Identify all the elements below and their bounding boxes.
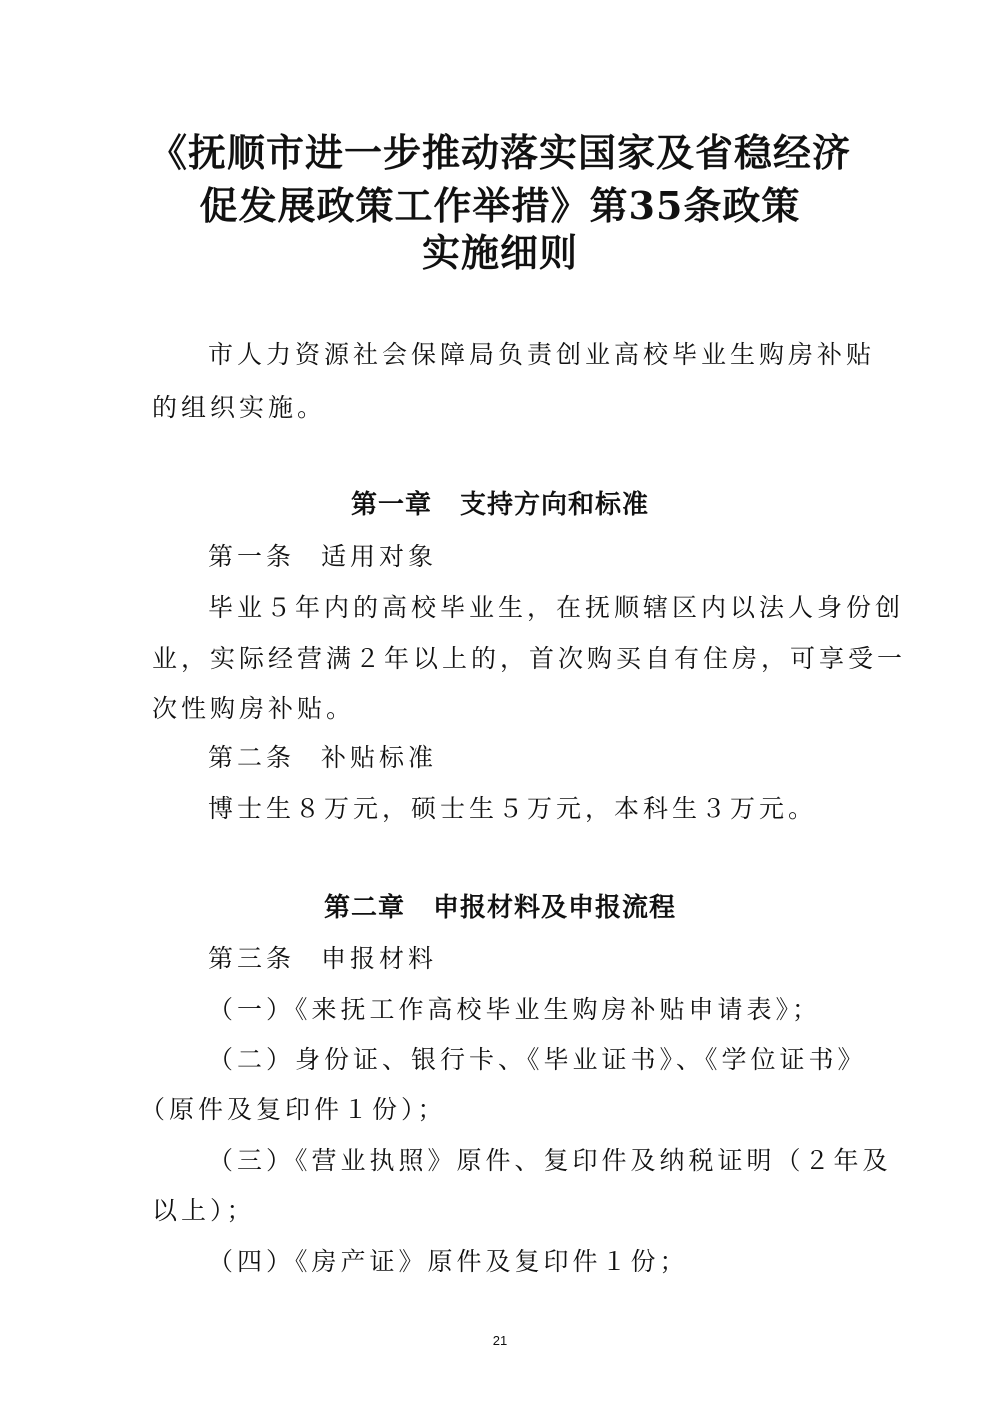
article-2-heading: [208, 741, 437, 775]
article-1-line-1: 毕业５年内的高校毕业生，在抚顺辖区内以法人身份创: [208, 593, 905, 622]
page-number: 21: [492, 1333, 508, 1348]
article-1-number: 第一条: [208, 542, 296, 571]
article-3-heading: [208, 942, 437, 976]
material-item-3-line-1: （三）《营业执照》原件、复印件及纳税证明（２年及: [208, 1146, 892, 1175]
material-item-4: （四）《房产证》原件及复印件１份；: [208, 1247, 689, 1276]
article-3-name: 申报材料: [321, 944, 438, 973]
intro-line-1: 市人力资源社会保障局负责创业高校毕业生购房补贴: [208, 340, 876, 369]
article-2-number: 第二条: [208, 743, 296, 772]
article-1-line-3: 次性购房补贴。: [152, 694, 356, 723]
document-title-line-2: 促发展政策工作举措》第35条政策: [199, 183, 801, 228]
article-2-name: 补贴标准: [321, 743, 438, 772]
article-1-heading: [208, 540, 437, 574]
material-item-2-line-2: （原件及复印件１份）；: [140, 1095, 447, 1124]
material-item-1: （一）《来抚工作高校毕业生购房补贴申请表》；: [208, 995, 822, 1024]
chapter-2-name: 申报材料及申报流程: [433, 893, 677, 923]
material-item-2-line-1: （二）身份证、银行卡、《毕业证书》、《学位证书》: [208, 1045, 867, 1074]
chapter-1-heading: [100, 488, 900, 522]
article-1-name: 适用对象: [321, 542, 438, 571]
chapter-1-number: 第一章: [350, 490, 432, 520]
article-2-line-1: 博士生８万元，硕士生５万元，本科生３万元。: [208, 794, 818, 823]
document-title-line-1: 《抚顺市进一步推动落实国家及省稳经济: [148, 130, 851, 175]
article-3-number: 第三条: [208, 944, 296, 973]
material-item-3-line-2: 以上）；: [152, 1196, 256, 1225]
article-1-line-2: 业，实际经营满２年以上的，首次购买自有住房，可享受一: [152, 644, 907, 673]
intro-line-2: 的组织实施。: [152, 393, 327, 422]
chapter-2-number: 第二章: [323, 893, 405, 923]
chapter-2-heading: [100, 891, 900, 925]
chapter-1-name: 支持方向和标准: [460, 490, 650, 520]
document-title-line-3: 实施细则: [421, 230, 578, 275]
